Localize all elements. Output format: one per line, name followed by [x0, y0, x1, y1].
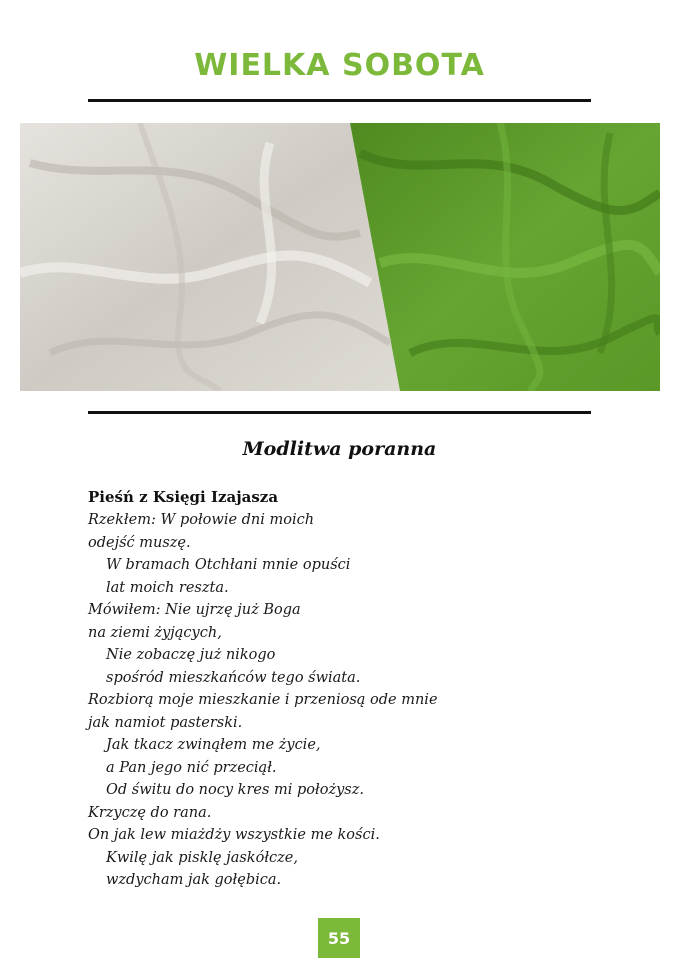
verse-lines	[88, 509, 608, 892]
verse-line: wzdycham jak gołębica.	[106, 872, 282, 888]
verse-line: Jak tkacz zwinąłem me życie,	[106, 737, 321, 753]
verse-line: Rzekłem: W połowie dni moich	[88, 512, 315, 528]
section-title: Modlitwa poranna	[242, 438, 437, 460]
verse-line: spośród mieszkańców tego świata.	[106, 669, 361, 686]
verse-line: a Pan jego nić przeciął.	[106, 759, 277, 776]
verse-line: Nie zobaczę już nikogo	[106, 647, 276, 663]
song-heading: Pieśń z Księgi Izajasza	[88, 488, 279, 506]
verse-line: jak namiot pasterski.	[88, 714, 243, 731]
verse-line: lat moich reszta.	[106, 579, 229, 596]
top-divider	[88, 99, 591, 102]
middle-divider	[88, 411, 591, 414]
verse-line: Od świtu do nocy kres mi położysz.	[106, 782, 364, 798]
fabric-photo-icon	[20, 123, 660, 391]
verse-line: na ziemi żyjących,	[88, 624, 222, 641]
verse-line: Krzyczę do rana.	[88, 804, 212, 821]
verse-line: odejść muszę.	[88, 534, 191, 551]
verse-line: Rozbiorą moje mieszkanie i przeniosą ode mnie	[88, 692, 438, 708]
page-title: WIELKA SOBOTA	[194, 48, 485, 83]
verse-line: Mówiłem: Nie ujrzę już Boga	[88, 602, 301, 618]
header-photo	[20, 123, 660, 391]
verse-line: W bramach Otchłani mnie opuści	[106, 557, 351, 573]
verse-line: Kwilę jak pisklę jaskółcze,	[106, 849, 298, 866]
verse-line: On jak lew miażdży wszystkie me kości.	[88, 827, 380, 843]
song-text	[88, 487, 608, 892]
page-number: 55	[318, 918, 360, 958]
